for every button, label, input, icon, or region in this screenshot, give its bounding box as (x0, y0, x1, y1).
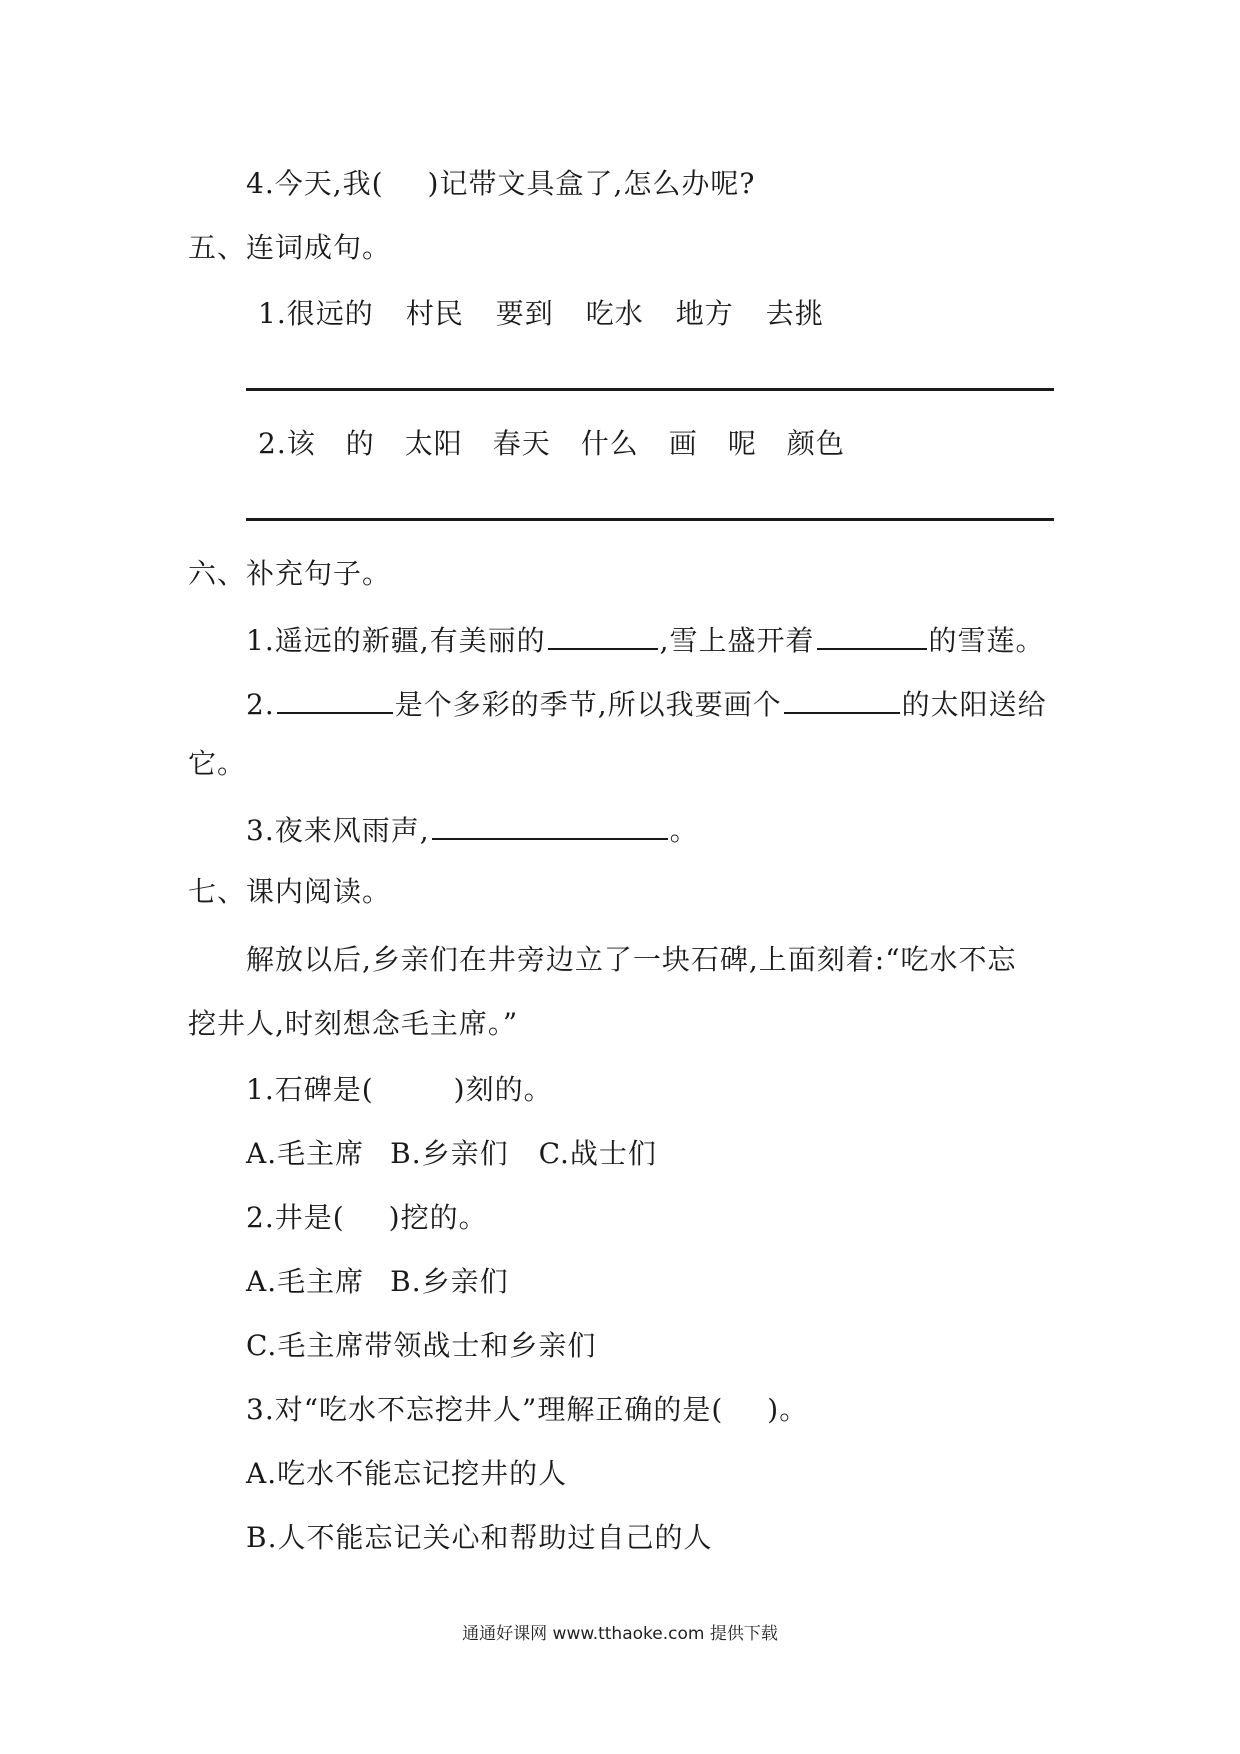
question-4-suffix: )记带文具盒了,怎么办呢? (427, 167, 756, 200)
word-chip: 太阳 (404, 427, 463, 460)
section-6-item-1 (246, 618, 1045, 661)
section-7-heading: 七、课内阅读。 (188, 875, 392, 908)
word-chip: 颜色 (786, 427, 845, 460)
section-6-heading: 六、补充句子。 (188, 557, 392, 590)
reading-question-2-options (246, 1262, 509, 1302)
item-number: 2. (258, 427, 287, 460)
word-chip: 很远的 (286, 297, 374, 330)
option-b[interactable]: B.乡亲们 (390, 1137, 509, 1170)
answer-line[interactable] (246, 388, 1054, 391)
word-chip: 地方 (675, 297, 734, 330)
fill-blank[interactable] (817, 618, 927, 650)
footer-download-note: 通通好课网 www.tthaoke.com 提供下载 (462, 1624, 778, 1644)
word-chip: 去挑 (765, 297, 824, 330)
section-5-heading: 五、连词成句。 (188, 231, 392, 264)
fill-blank[interactable] (277, 682, 393, 714)
option-b[interactable]: B.乡亲们 (390, 1265, 509, 1298)
fill-blank[interactable] (548, 618, 658, 650)
word-chip: 呢 (727, 427, 757, 460)
word-chip: 村民 (405, 297, 464, 330)
reading-question-3 (246, 1390, 808, 1430)
question-text: 3.对“吃水不忘挖井人”理解正确的是( (246, 1393, 724, 1426)
section-6-item-2 (246, 682, 1047, 725)
section-5-item-1 (258, 294, 824, 334)
word-chip: 的 (345, 427, 375, 460)
question-text: )。 (767, 1393, 809, 1426)
item-number: 1. (258, 297, 287, 330)
fill-blank[interactable] (432, 808, 668, 840)
option-a[interactable]: A.毛主席 (246, 1137, 365, 1170)
reading-question-3-option-a[interactable]: A.吃水不能忘记挖井的人 (246, 1457, 568, 1490)
sentence-text: 1.遥远的新疆,有美丽的 (246, 624, 546, 657)
question-4-prefix: 4.今天,我( (246, 167, 384, 200)
sentence-text: 是个多彩的季节,所以我要画个 (394, 688, 782, 721)
word-chip: 春天 (492, 427, 551, 460)
option-a[interactable]: A.毛主席 (246, 1265, 365, 1298)
answer-line[interactable] (246, 518, 1054, 521)
section-5-item-2 (258, 424, 845, 464)
section-6-item-3 (246, 808, 699, 851)
reading-passage-line-1: 解放以后,乡亲们在井旁边立了一块石碑,上面刻着:“吃水不忘 (246, 943, 1017, 976)
reading-question-2-option-c[interactable]: C.毛主席带领战士和乡亲们 (246, 1329, 597, 1362)
section-6-item-2-continuation: 它。 (188, 747, 247, 780)
question-text: )刻的。 (453, 1073, 553, 1106)
sentence-text: 的太阳送给 (901, 688, 1047, 721)
option-c[interactable]: C.战士们 (538, 1137, 657, 1170)
sentence-text: 的雪莲。 (928, 624, 1045, 657)
sentence-text: ,雪上盛开着 (659, 624, 815, 657)
word-chip: 画 (668, 427, 698, 460)
question-4-line (246, 164, 755, 204)
reading-passage-line-2: 挖井人,时刻想念毛主席。” (188, 1007, 519, 1040)
question-text: 1.石碑是( (246, 1073, 374, 1106)
word-chip: 该 (286, 427, 316, 460)
item-number: 2. (246, 688, 275, 721)
reading-question-1 (246, 1070, 553, 1110)
question-text: )挖的。 (388, 1201, 488, 1234)
fill-blank[interactable] (784, 682, 900, 714)
sentence-text: 3.夜来风雨声, (246, 814, 430, 847)
sentence-text: 。 (669, 814, 699, 847)
word-chip: 要到 (495, 297, 554, 330)
question-text: 2.井是( (246, 1201, 345, 1234)
word-chip: 什么 (580, 427, 639, 460)
reading-question-3-option-b[interactable]: B.人不能忘记关心和帮助过自己的人 (246, 1521, 713, 1554)
reading-question-2 (246, 1198, 488, 1238)
word-chip: 吃水 (585, 297, 644, 330)
reading-question-1-options (246, 1134, 657, 1174)
